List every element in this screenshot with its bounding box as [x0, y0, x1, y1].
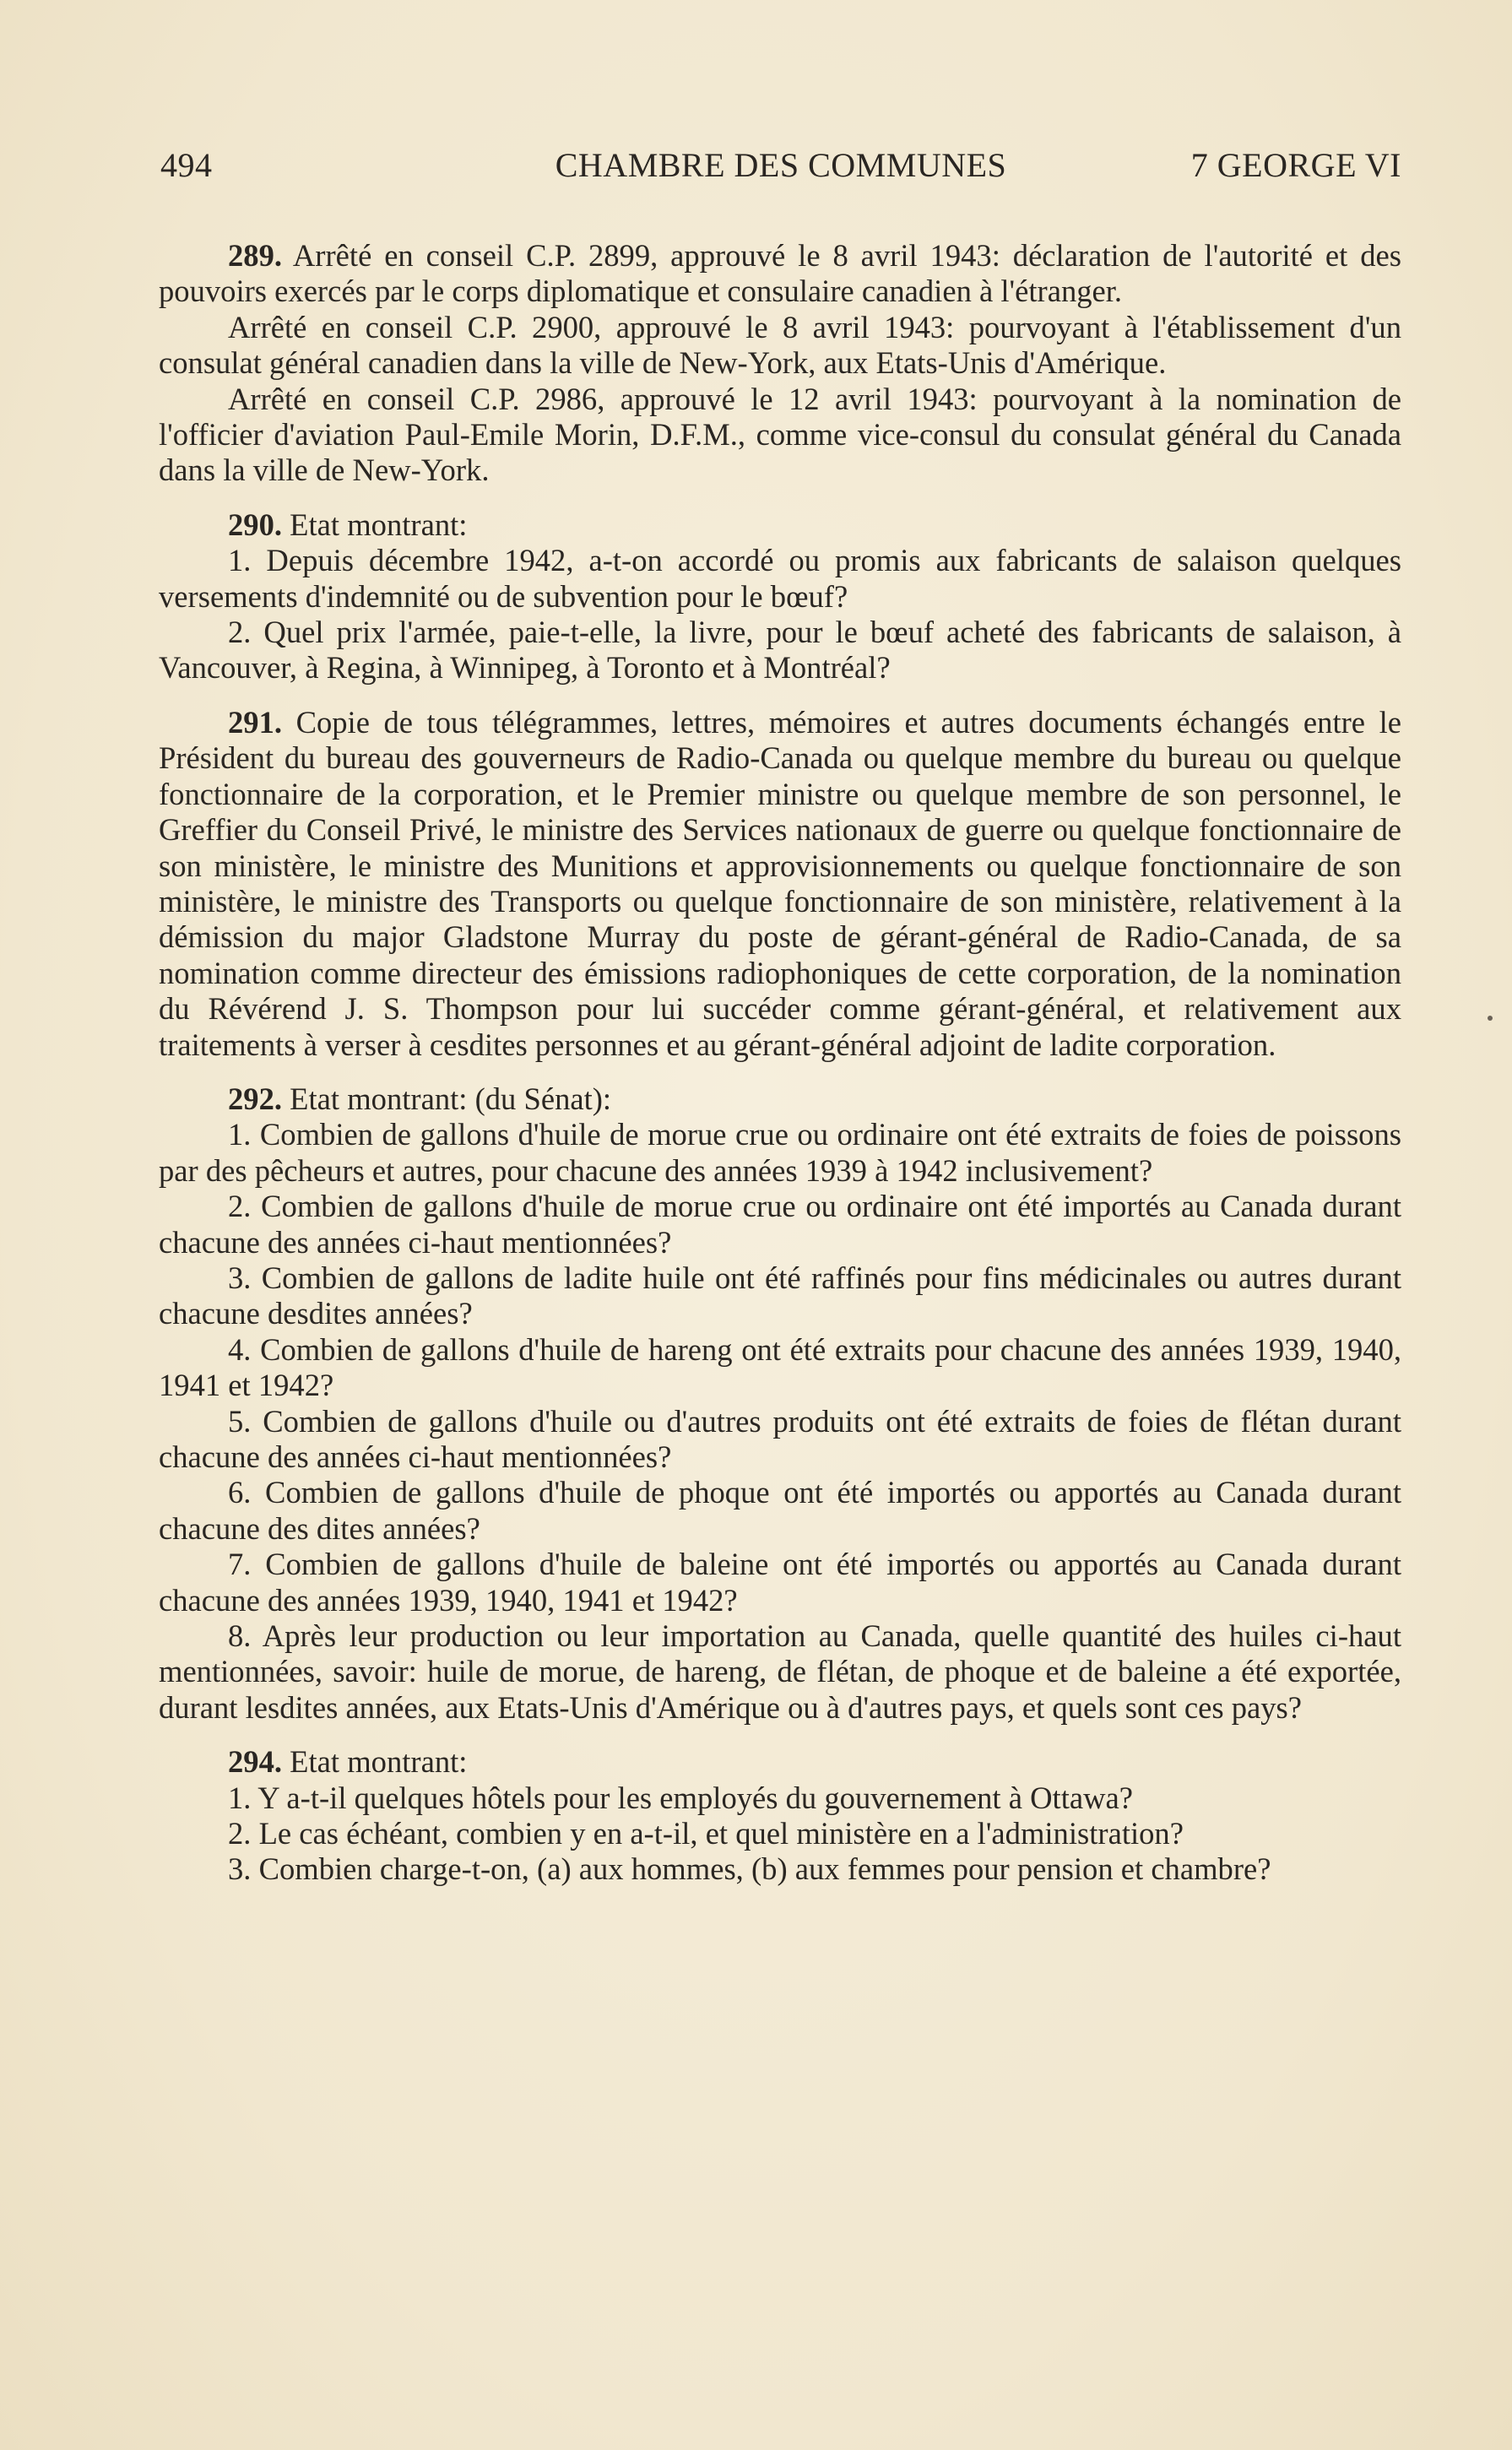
running-header: [160, 145, 1401, 187]
section-number: 290.: [228, 507, 283, 542]
section-number: 291.: [228, 704, 283, 740]
paragraph: [159, 507, 1401, 543]
question-item: 2. Combien de gallons d'huile de morue crue ou ordinaire ont été importés au Canada durant chacune des années ci-haut mentionnées?: [159, 1189, 1401, 1260]
paragraph: [159, 1744, 1401, 1780]
question-item: 1. Depuis décembre 1942, a-t-on accordé ou promis aux fabricants de salaison quelques versements d'indemnité ou de subvention pour le bœuf?: [159, 543, 1401, 614]
paragraph: [159, 1081, 1401, 1117]
section-290: [159, 507, 1401, 686]
paragraph: Arrêté en conseil C.P. 2900, approuvé le 8 avril 1943: pourvoyant à l'établissement d'un consulat général canadien dans la ville de New-York, aux Etats-Unis d'Amérique.: [159, 309, 1401, 381]
section-292: [159, 1081, 1401, 1726]
question-item: 6. Combien de gallons d'huile de phoque ont été importés ou apportés au Canada durant chacune des dites années?: [159, 1475, 1401, 1546]
question-item: 7. Combien de gallons d'huile de baleine ont été importés ou apportés au Canada durant chacune des années 1939, 1940, 1941 et 1942?: [159, 1547, 1401, 1618]
reign-label: 7 GEORGE VI: [1190, 146, 1401, 184]
paragraph: [159, 238, 1401, 310]
question-item: 8. Après leur production ou leur importation au Canada, quelle quantité des huiles ci-haut mentionnées, savoir: huile de morue, de hareng, de flétan, de phoque et de baleine a été exportée, durant lesdites années, aux Etats-Unis d'Amérique ou à d'autres pays, et quels sont ces pays?: [159, 1618, 1401, 1725]
paragraph-text: Etat montrant: (du Sénat):: [290, 1081, 612, 1116]
question-item: 3. Combien de gallons de ladite huile ont été raffinés pour fins médicinales ou autres durant chacune desdites années?: [159, 1260, 1401, 1331]
question-item: 1. Y a-t-il quelques hôtels pour les employés du gouvernement à Ottawa?: [228, 1780, 1133, 1815]
paragraph-text: Arrêté en conseil C.P. 2899, approuvé le 8 avril 1943: déclaration de l'autorité et des pouvoirs exercés par le corps diplomatique et consulaire canadien à l'étranger.: [159, 238, 1401, 309]
page-number: 494: [160, 146, 213, 184]
margin-speck: [1488, 1016, 1493, 1021]
section-294: [159, 1744, 1401, 1888]
paragraph: Arrêté en conseil C.P. 2986, approuvé le 12 avril 1943: pourvoyant à la nomination de l'officier d'aviation Paul-Emile Morin, D.F.M., comme vice-consul du consulat général du Canada dans la ville de New-York.: [159, 381, 1401, 488]
question-item: 2. Quel prix l'armée, paie-t-elle, la livre, pour le bœuf acheté des fabricants de salaison, à Vancouver, à Regina, à Winnipeg, à Toronto et à Montréal?: [159, 615, 1401, 686]
section-291: [159, 705, 1401, 1063]
section-number: 289.: [228, 238, 283, 273]
question-item: 5. Combien de gallons d'huile ou d'autres produits ont été extraits de foies de flétan durant chacune des années ci-haut mentionnées?: [159, 1403, 1401, 1474]
paragraph-text: Copie de tous télégrammes, lettres, mémoires et autres documents échangés entre le Président du bureau des gouverneurs de Radio-Canada ou quelque membre du bureau ou quelque fonctionnaire de la corporation, et le Premier ministre ou quelque membre de son personnel, le Greffier du Conseil Privé, le ministre des Services nationaux de guerre ou quelque fonctionnaire de son ministère, le ministre des Munitions et approvisionnements ou quelque fonctionnaire de son ministère, le ministre des Transports ou quelque fonctionnaire de son ministère, relativement à la démission du major Gladstone Murray du poste de gérant-général de Radio-Canada, de sa nomination comme directeur des émissions radiophoniques de cette corporation, de la nomination du Révérend J. S. Thompson pour lui succéder comme gérant-général, et relativement aux traitements à verser à cesdites personnes et au gérant-général adjoint de ladite corporation.: [159, 704, 1401, 1062]
document-body: [159, 238, 1401, 1906]
paragraph: [159, 705, 1401, 1063]
section-number: 292.: [228, 1081, 283, 1116]
question-item: 1. Combien de gallons d'huile de morue crue ou ordinaire ont été extraits de foies de poissons par des pêcheurs et autres, pour chacune des années 1939 à 1942 inclusivement?: [159, 1117, 1401, 1188]
question-item: 4. Combien de gallons d'huile de hareng ont été extraits pour chacune des années 1939, 1940, 1941 et 1942?: [159, 1331, 1401, 1403]
question-item: 3. Combien charge-t-on, (a) aux hommes, (b) aux femmes pour pension et chambre?: [228, 1851, 1271, 1887]
running-title: CHAMBRE DES COMMUNES: [555, 146, 1007, 184]
section-number: 294.: [228, 1744, 283, 1780]
paragraph-text: Etat montrant:: [290, 1744, 468, 1780]
paragraph-text: Etat montrant:: [290, 507, 468, 542]
section-289: [159, 238, 1401, 489]
question-item: 2. Le cas échéant, combien y en a-t-il, et quel ministère en a l'administration?: [228, 1816, 1184, 1851]
